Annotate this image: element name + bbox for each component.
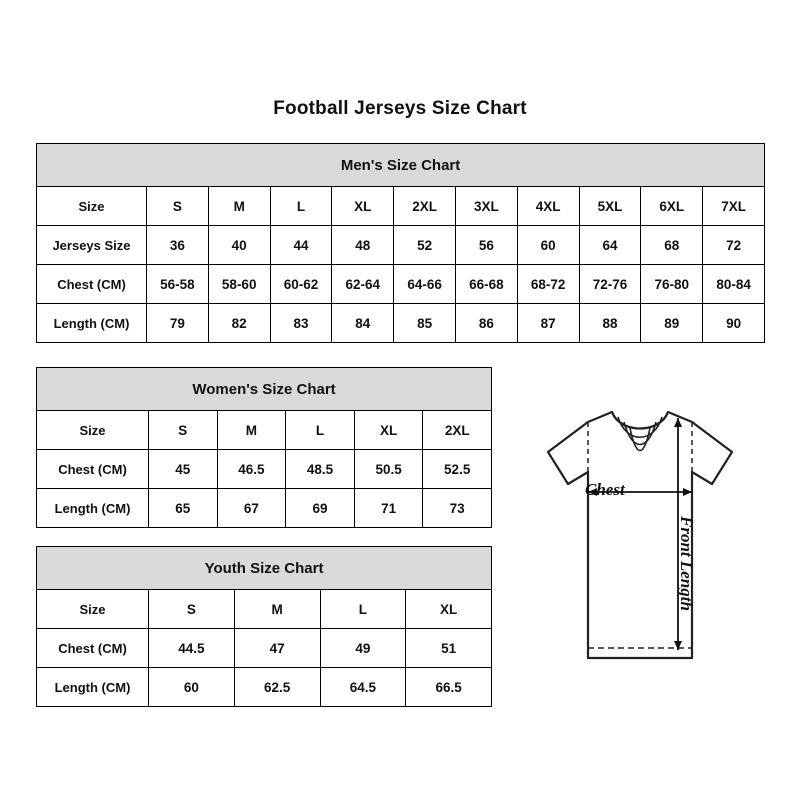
- mens-size-table: [36, 143, 765, 343]
- mens-table-heading: Men's Size Chart: [37, 144, 765, 187]
- table-row: [37, 265, 765, 304]
- youth-table-heading: Youth Size Chart: [37, 547, 492, 590]
- front-length-measure-label: Front Length: [677, 516, 696, 611]
- table-row: [37, 668, 492, 707]
- table-cell: 73: [423, 489, 492, 528]
- table-cell: 56: [455, 226, 517, 265]
- table-row: [37, 590, 492, 629]
- row-label: Jerseys Size: [37, 226, 147, 265]
- table-cell: 4XL: [517, 187, 579, 226]
- table-cell: 84: [332, 304, 394, 343]
- table-cell: 7XL: [703, 187, 765, 226]
- table-cell: L: [286, 411, 355, 450]
- table-cell: 48.5: [286, 450, 355, 489]
- table-cell: 71: [354, 489, 423, 528]
- table-cell: 87: [517, 304, 579, 343]
- table-cell: 86: [455, 304, 517, 343]
- row-label: Chest (CM): [37, 450, 149, 489]
- table-cell: 83: [270, 304, 332, 343]
- table-cell: XL: [406, 590, 492, 629]
- table-cell: 52: [394, 226, 456, 265]
- table-cell: 62-64: [332, 265, 394, 304]
- table-cell: 82: [208, 304, 270, 343]
- row-label: Length (CM): [37, 668, 149, 707]
- table-cell: 45: [149, 450, 218, 489]
- table-cell: 64: [579, 226, 641, 265]
- table-cell: 85: [394, 304, 456, 343]
- table-cell: 47: [234, 629, 320, 668]
- table-cell: 5XL: [579, 187, 641, 226]
- youth-size-table: [36, 546, 492, 707]
- table-row: [37, 489, 492, 528]
- table-cell: 79: [147, 304, 209, 343]
- table-cell: 89: [641, 304, 703, 343]
- table-row: [37, 187, 765, 226]
- table-cell: 50.5: [354, 450, 423, 489]
- table-cell: 64.5: [320, 668, 406, 707]
- table-cell: 3XL: [455, 187, 517, 226]
- table-header-row: [37, 368, 492, 411]
- table-row: [37, 450, 492, 489]
- table-row: [37, 226, 765, 265]
- table-cell: 36: [147, 226, 209, 265]
- table-cell: 2XL: [394, 187, 456, 226]
- table-cell: 52.5: [423, 450, 492, 489]
- row-label: Size: [37, 187, 147, 226]
- table-cell: 90: [703, 304, 765, 343]
- table-cell: 49: [320, 629, 406, 668]
- table-cell: S: [147, 187, 209, 226]
- table-header-row: [37, 547, 492, 590]
- table-cell: 64-66: [394, 265, 456, 304]
- row-label: Size: [37, 590, 149, 629]
- table-cell: 76-80: [641, 265, 703, 304]
- table-cell: 62.5: [234, 668, 320, 707]
- row-label: Size: [37, 411, 149, 450]
- table-row: [37, 411, 492, 450]
- table-cell: 58-60: [208, 265, 270, 304]
- table-cell: 72: [703, 226, 765, 265]
- table-cell: 66-68: [455, 265, 517, 304]
- table-cell: L: [270, 187, 332, 226]
- womens-table-heading: Women's Size Chart: [37, 368, 492, 411]
- table-row: [37, 304, 765, 343]
- table-cell: 67: [217, 489, 286, 528]
- table-cell: XL: [332, 187, 394, 226]
- row-label: Length (CM): [37, 489, 149, 528]
- table-cell: M: [208, 187, 270, 226]
- table-cell: 65: [149, 489, 218, 528]
- row-label: Length (CM): [37, 304, 147, 343]
- table-cell: 66.5: [406, 668, 492, 707]
- row-label: Chest (CM): [37, 265, 147, 304]
- table-cell: 40: [208, 226, 270, 265]
- table-cell: 44: [270, 226, 332, 265]
- shirt-diagram: [500, 400, 780, 700]
- table-row: [37, 629, 492, 668]
- table-cell: 51: [406, 629, 492, 668]
- table-cell: 46.5: [217, 450, 286, 489]
- table-cell: 6XL: [641, 187, 703, 226]
- table-cell: 68: [641, 226, 703, 265]
- table-cell: 88: [579, 304, 641, 343]
- row-label: Chest (CM): [37, 629, 149, 668]
- page-title: Football Jerseys Size Chart: [273, 98, 527, 119]
- table-cell: 2XL: [423, 411, 492, 450]
- table-cell: 56-58: [147, 265, 209, 304]
- table-cell: 69: [286, 489, 355, 528]
- table-cell: 80-84: [703, 265, 765, 304]
- table-cell: L: [320, 590, 406, 629]
- tshirt-outline-icon: [500, 400, 780, 700]
- table-cell: 60-62: [270, 265, 332, 304]
- table-cell: 60: [517, 226, 579, 265]
- table-cell: 48: [332, 226, 394, 265]
- table-cell: M: [234, 590, 320, 629]
- table-cell: M: [217, 411, 286, 450]
- table-header-row: [37, 144, 765, 187]
- table-cell: 72-76: [579, 265, 641, 304]
- chest-measure-label: Chest: [585, 480, 625, 499]
- table-cell: 44.5: [149, 629, 235, 668]
- table-cell: S: [149, 590, 235, 629]
- table-cell: 68-72: [517, 265, 579, 304]
- table-cell: S: [149, 411, 218, 450]
- table-cell: XL: [354, 411, 423, 450]
- table-cell: 60: [149, 668, 235, 707]
- womens-size-table: [36, 367, 492, 528]
